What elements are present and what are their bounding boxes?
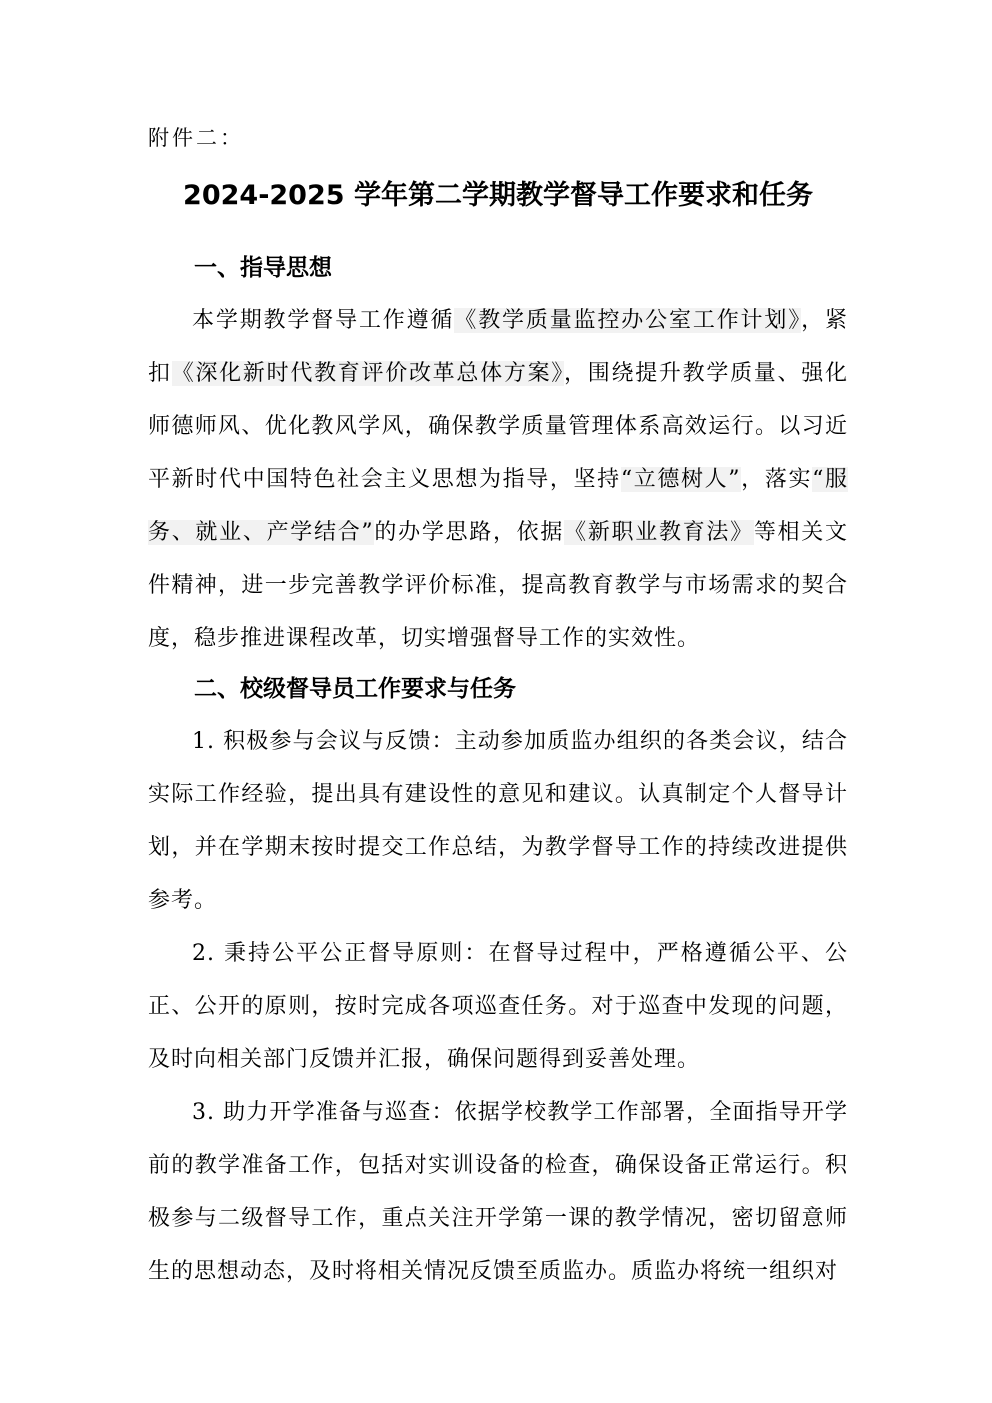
- highlighted-text-run: 《深化新时代教育评价改革总体方案》: [171, 361, 565, 386]
- text-run: ，紧扣: [148, 308, 848, 386]
- attachment-label: 附件二：: [148, 126, 244, 150]
- highlighted-text-run: “立德树人”: [620, 467, 741, 492]
- document-title: 2024-2025 学年第二学期教学督导工作要求和任务: [183, 180, 813, 211]
- paragraph-item-3: [148, 1086, 848, 1298]
- highlighted-text-run: 《新职业教育法》: [564, 520, 754, 545]
- paragraph-guiding-ideology: [148, 294, 848, 665]
- highlighted-text-run: “服务、就业、产学结合”: [148, 467, 848, 545]
- text-run: 的办学思路，依据: [373, 520, 565, 545]
- document-content: [148, 0, 848, 1298]
- section-heading-supervisor-requirements: 二、校级督导员工作要求与任务: [194, 676, 516, 702]
- text-run: 3. 助力开学准备与巡查：依据学校教学工作部署，全面指导开学前的教学准备工作，包括对实训设备的检查，确保设备正常运行。积极参与二级督导工作，重点关注开学第一课的教学情况，密切留意师生的思想动态，及时将相关情况反馈至质监办。质监办将统一组织对: [148, 1100, 848, 1284]
- text-run: ，落实: [740, 467, 813, 492]
- text-run: 1. 积极参与会议与反馈：主动参加质监办组织的各类会议，结合实际工作经验，提出具有建设性的意见和建议。认真制定个人督导计划，并在学期末按时提交工作总结，为教学督导工作的持续改进提供参考。: [148, 729, 848, 913]
- text-run: ，围绕提升教学质量、强化师德师风、优化教风学风，确保教学质量管理体系高效运行。以习近平新时代中国特色社会主义思想为指导，坚持: [148, 361, 848, 492]
- section-heading-guiding-ideology: 一、指导思想: [194, 255, 332, 281]
- paragraph-item-1: [148, 715, 848, 927]
- highlighted-text-run: 《教学质量监控办公室工作计划》: [454, 308, 802, 333]
- text-run: 2. 秉持公平公正督导原则：在督导过程中，严格遵循公平、公正、公开的原则，按时完成各项巡查任务。对于巡查中发现的问题，及时向相关部门反馈并汇报，确保问题得到妥善处理。: [148, 941, 848, 1072]
- text-run: 等相关文件精神，进一步完善教学评价标准，提高教育教学与市场需求的契合度，稳步推进课程改革，切实增强督导工作的实效性。: [148, 520, 848, 651]
- paragraph-item-2: [148, 927, 848, 1086]
- text-run: 本学期教学督导工作遵循: [192, 308, 455, 333]
